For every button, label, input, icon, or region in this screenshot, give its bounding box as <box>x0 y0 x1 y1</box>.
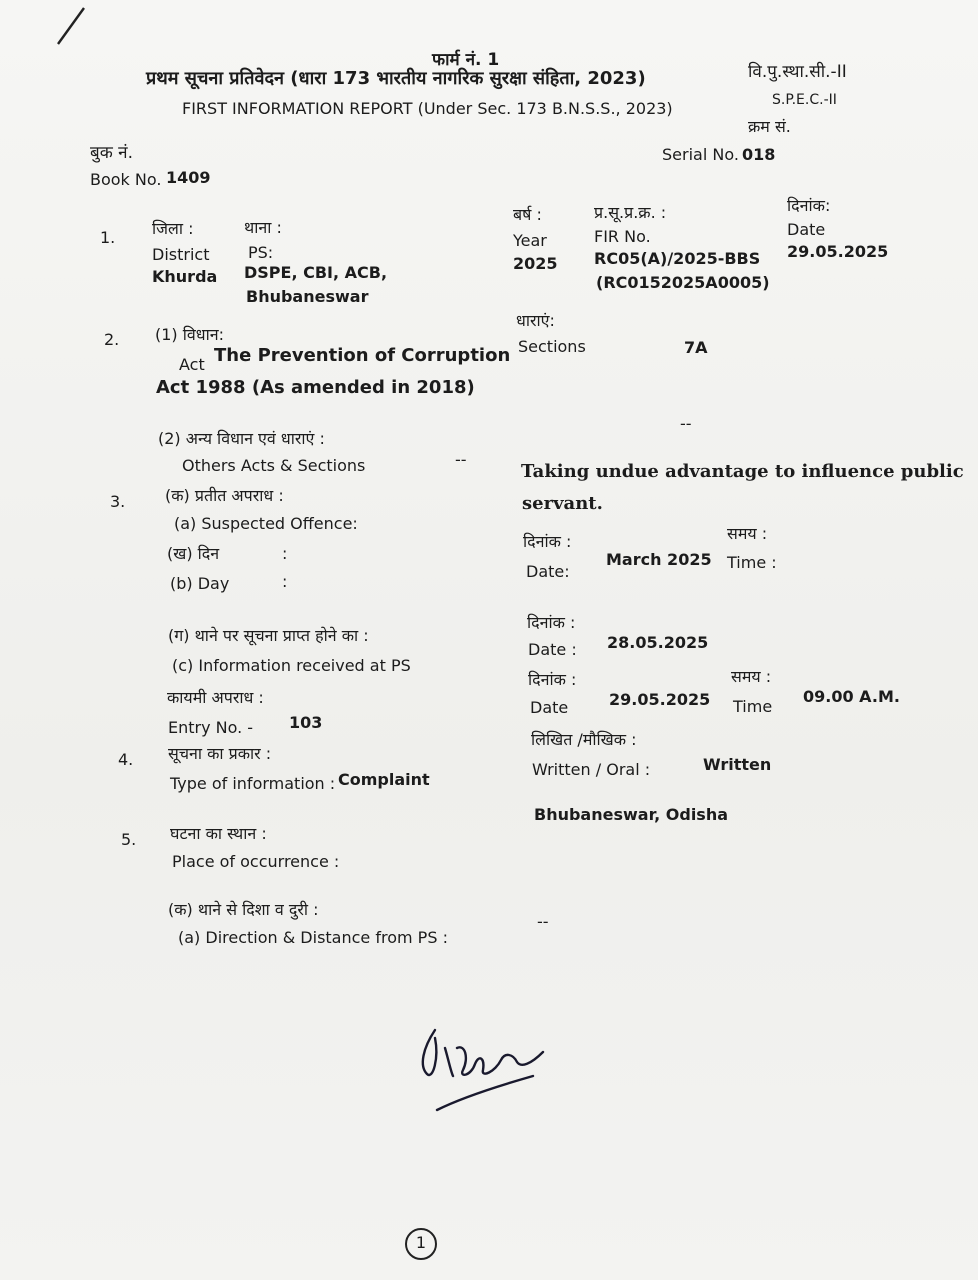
entry-date-label-hindi: दिनांक : <box>528 670 577 689</box>
year-label-english: Year <box>513 231 547 250</box>
act-label-hindi: (1) विधान: <box>155 325 225 344</box>
mode-value: Written <box>703 755 772 774</box>
page-number: 1 <box>405 1228 437 1260</box>
entry-time-value: 09.00 A.M. <box>803 687 900 706</box>
other-acts-label-hindi: (2) अन्य विधान एवं धाराएं : <box>158 429 325 448</box>
sections-label-english: Sections <box>518 337 586 356</box>
info-type-label-english: Type of information : <box>170 774 336 793</box>
report-title-english: FIRST INFORMATION REPORT (Under Sec. 173 B.N.S.S., 2023) <box>182 99 673 118</box>
mode-label-english: Written / Oral : <box>532 760 651 779</box>
year-label-hindi: बर्ष : <box>513 205 542 224</box>
day-time-label-hindi: समय : <box>727 524 768 543</box>
form-number: फार्म नं. 1 <box>432 50 500 70</box>
pen-stroke-mark <box>50 4 90 48</box>
offence-date-value: March 2025 <box>606 550 712 569</box>
info-received-label-english: (c) Information received at PS <box>172 656 411 675</box>
ps-label-english: PS: <box>248 243 274 262</box>
item-number: 1. <box>100 228 116 247</box>
entry-date-value: 29.05.2025 <box>609 690 711 709</box>
entry-label-english: Entry No. - <box>168 718 254 737</box>
sections-value: 7A <box>684 338 708 357</box>
ps-value-line-2: Bhubaneswar <box>246 287 369 306</box>
offence-label-english: (a) Suspected Offence: <box>174 514 358 533</box>
direction-label-hindi: (क) थाने से दिशा व दुरी : <box>168 900 319 919</box>
report-title-hindi: प्रथम सूचना प्रतिवेदन (धारा 173 भारतीय नागरिक सुरक्षा संहिता, 2023) <box>146 68 646 89</box>
item-number: 2. <box>104 330 120 349</box>
serial-label-english: Serial No. <box>662 145 739 164</box>
spec-label-hindi: वि.पु.स्था.सी.-II <box>748 62 847 82</box>
day-date-label-english: Date: <box>526 562 570 581</box>
date-label-hindi: दिनांक: <box>787 196 831 215</box>
entry-number-value: 103 <box>289 713 323 732</box>
act-value-line-1: The Prevention of Corruption <box>214 345 511 366</box>
serial-value: 018 <box>742 145 776 164</box>
date-label-english: Date <box>787 220 826 239</box>
info-received-date-value: 28.05.2025 <box>607 633 709 652</box>
info-type-value: Complaint <box>338 770 430 789</box>
entry-time-label-english: Time <box>733 697 773 716</box>
offence-value-line-1: Taking undue advantage to influence public <box>521 461 964 482</box>
day-label-hindi: (ख) दिन <box>167 544 220 563</box>
direction-value: -- <box>537 912 549 931</box>
handwritten-signature <box>405 1018 555 1118</box>
offence-value-line-2: servant. <box>522 493 603 514</box>
place-label-english: Place of occurrence : <box>172 852 340 871</box>
info-date-label-english: Date : <box>528 640 577 659</box>
day-label-english: (b) Day <box>170 574 230 593</box>
district-value: Khurda <box>152 267 218 286</box>
day-colon: : <box>282 572 288 591</box>
serial-label-hindi: क्रम सं. <box>748 117 791 136</box>
act-label-english: Act <box>179 355 205 374</box>
fir-number-value: RC05(A)/2025-BBS <box>594 249 761 268</box>
district-label-hindi: जिला : <box>152 219 194 238</box>
offence-label-hindi: (क) प्रतीत अपराध : <box>165 486 284 505</box>
book-label-hindi: बुक नं. <box>90 143 134 163</box>
other-acts-value: -- <box>455 450 467 469</box>
sections-label-hindi: धाराएं: <box>516 311 555 330</box>
direction-label-english: (a) Direction & Distance from PS : <box>178 928 448 947</box>
book-label-english: Book No. <box>90 170 162 189</box>
ps-value-line-1: DSPE, CBI, ACB, <box>244 263 388 282</box>
info-received-label-hindi: (ग) थाने पर सूचना प्राप्त होने का : <box>168 626 369 645</box>
fir-date-value: 29.05.2025 <box>787 242 889 261</box>
sections-dash: -- <box>680 414 692 433</box>
spec-label-english: S.P.E.C.-II <box>772 92 837 108</box>
other-acts-label-english: Others Acts & Sections <box>182 456 366 475</box>
book-value: 1409 <box>166 168 211 187</box>
entry-time-label-hindi: समय : <box>731 667 772 686</box>
ps-label-hindi: थाना : <box>244 218 282 237</box>
place-value: Bhubaneswar, Odisha <box>534 805 729 824</box>
act-value-line-2: Act 1988 (As amended in 2018) <box>156 377 475 398</box>
year-value: 2025 <box>513 254 558 273</box>
fir-label-hindi: प्र.सू.प्र.क्र. : <box>594 203 667 222</box>
district-label-english: District <box>152 245 210 264</box>
day-date-label-hindi: दिनांक : <box>523 532 572 551</box>
day-time-label-english: Time : <box>727 553 777 572</box>
fir-label-english: FIR No. <box>594 227 651 246</box>
entry-date-label-english: Date <box>530 698 569 717</box>
entry-label-hindi: कायमी अपराध : <box>167 688 264 707</box>
place-label-hindi: घटना का स्थान : <box>170 824 267 843</box>
item-number: 4. <box>118 750 134 769</box>
item-number: 5. <box>121 830 137 849</box>
info-date-label-hindi: दिनांक : <box>527 613 576 632</box>
fir-number-code: (RC0152025A0005) <box>596 273 770 292</box>
item-number: 3. <box>110 492 126 511</box>
mode-label-hindi: लिखित /मौखिक : <box>531 730 637 749</box>
day-colon: : <box>282 544 288 563</box>
info-type-label-hindi: सूचना का प्रकार : <box>168 744 272 763</box>
